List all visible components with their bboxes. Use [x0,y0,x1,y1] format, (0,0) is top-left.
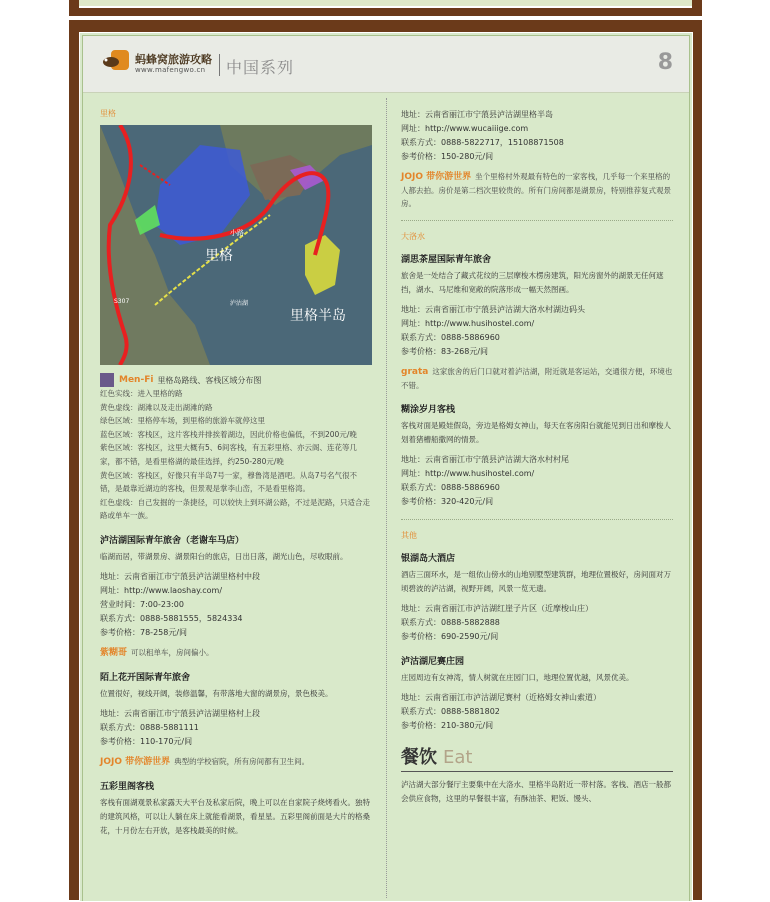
legend-line: 红色实线：进入里格的路 [100,389,183,398]
map-caption: 里格岛路线、客栈区域分布图 [157,375,262,385]
brand-url: www.mafengwo.cn [135,66,206,74]
info-price: 参考价格：320-420元/间 [401,497,494,506]
user-recommendation [401,365,673,392]
info-address: 地址：云南省丽江市泸沽湖红崖子片区（近摩梭山庄） [401,604,593,613]
lige-map [100,125,372,365]
info-contact: 联系方式：0888-5881555，5824334 [100,613,243,623]
rec-username[interactable]: JOJO 带你游世界 [401,172,472,182]
info-contact: 联系方式：0888-5886960 [401,483,500,492]
right-column [401,108,673,806]
info-website[interactable]: 网址：http://www.wucaiiige.com [401,124,529,133]
info-contact: 联系方式：0888-5881802 [401,707,500,716]
rec-text: 可以租单车，房间偏小。 [131,647,214,657]
column-divider [386,98,387,898]
map-label-lake: 泸沽湖 [230,300,249,307]
mafengwo-logo-icon [101,48,131,74]
map-legend-lines [100,387,372,523]
info-price: 参考价格：690-2590元/间 [401,632,499,641]
legend-line: 绿色区域：里格停车场，到里格的旅游车就停这里 [100,416,265,426]
user-recommendation [100,755,372,769]
user-recommendation [401,170,673,210]
hostel-desc-moshang: 位置很好，视线开阔，装修温馨，有带落地大窗的湖景房，景色极美。 [100,688,333,698]
section-tag-daluoshui: 大洛水 [401,232,425,241]
hotel-desc-yinhudao: 酒店三面环水，是一组依山傍水的山地别墅型建筑群，地理位置极好，房间面对万顷碧波的泸沽湖，视野开阔，风景一览无遗。 [401,570,671,593]
hostel-title-husi: 湖思茶屋国际青年旅舍 [401,255,492,265]
section-tag-lige: 里格 [100,109,116,118]
hostel-desc-hutu: 客栈对面是殿娃假岛，旁边是格姆女神山，每天在客房阳台就能见到日出和摩梭人划着猪槽船撒网的情景。 [401,421,671,444]
section-divider [401,220,673,221]
info-website[interactable]: 网址：http://www.husihostel.com/ [401,469,535,478]
rec-username[interactable]: grata [401,367,429,377]
hostel-desc-husi: 旅舍是一处结合了藏式花纹的三层摩梭木楞房建筑，阳光房窗外的湖景无任何遮挡，湖水、马尼维和宽敞的院落形成一幅天然图画。 [401,271,664,294]
legend-line: 紫色区域：客栈区，这里大概有5、6间客栈，有五彩里格、亦云阁、连花等几家，都不错，是看里格湖的最佳选择，约250-280元/晚 [100,443,358,466]
user-recommendation [100,646,372,660]
hostel-info-hutu [401,453,673,509]
hostel-info-laoshay [100,570,372,640]
header-divider [219,54,220,76]
brand-name: 蚂蜂窝旅游攻略 [135,53,212,66]
info-website[interactable]: 网址：http://www.husihostel.com/ [401,319,535,328]
info-website[interactable]: 网址：http://www.laoshay.com/ [100,585,223,595]
info-price: 参考价格：150-280元/间 [401,152,494,161]
map-label-path: 小路 [230,229,244,237]
info-address: 地址：云南省丽江市泸沽湖尼赛村（近格姆女神山索道） [401,693,601,702]
left-column [100,108,372,838]
hostel-title-laoshay: 泸沽湖国际青年旅舍（老谢车马店） [100,535,245,546]
info-price: 参考价格：83-268元/间 [401,347,489,356]
map-label-road: S307 [114,298,130,305]
info-hours: 营业时间：7:00-23:00 [100,599,184,609]
legend-line: 黄色区域：客栈区，好像只有半岛7号一家，穆鲁湾是酒吧。从岛7号名气很不错，是最靠近湖边的客栈，但景观是掌李山峦，不是看里格湾。 [100,470,358,494]
info-price: 参考价格：110-170元/间 [100,736,193,746]
info-address: 地址：云南省丽江市宁蒗县泸沽湖里格村中段 [100,571,260,581]
rec-text: 坐个里格村外观最有特色的一家客栈，几乎每一个来里格的人都去拍。房价是第二档次里较贵的。所有门房间都是湖景房，特别推荐复式观景房。 [401,172,671,208]
hostel-title-hutu: 糊涂岁月客栈 [401,405,456,415]
info-price: 参考价格：78-258元/间 [100,627,188,637]
info-contact: 联系方式：0888-5886960 [401,333,500,342]
page-header [83,36,689,93]
eat-title-zh: 餐饮 [401,747,437,768]
user-avatar [100,373,114,387]
info-contact: 联系方式：0888-5882888 [401,618,500,627]
hotel-title-yinhudao: 银湖岛大酒店 [401,554,456,564]
hostel-title-wucai: 五彩里阁客栈 [100,781,155,792]
info-address: 地址：云南省丽江市宁蒗县泸沽湖大洛水村湖边码头 [401,305,585,314]
hotel-info-yinhudao [401,602,673,644]
hostel-title-moshang: 陌上花开国际青年旅舍 [100,672,191,683]
info-contact: 联系方式：0888-5822717，15108871508 [401,138,564,147]
rec-username[interactable]: JOJO 带你游世界 [100,756,171,767]
map-author[interactable]: Men-Fi [119,375,154,385]
info-contact: 联系方式：0888-5881111 [100,722,199,732]
map-drawing [100,125,372,365]
eat-section-header [401,743,673,772]
map-label-lige: 里格 [205,248,233,264]
eat-desc: 泸沽湖大部分餐厅主要集中在大洛水、里格半岛附近一带村落。客栈、酒店一般都会供应食物，这里的早餐很丰富，有酥油茶、粑饭、馒头、 [401,780,671,803]
hotel-title-nisai: 泸沽湖尼赛庄园 [401,657,465,667]
rec-text: 这家旅舍的后门口就对着泸沽湖，附近就是客运站，交通很方便，环境也不错。 [401,367,673,390]
section-tag-other: 其他 [401,531,417,540]
hostel-info-moshang [100,707,372,749]
hotel-info-nisai [401,691,673,733]
hostel-info-husi [401,303,673,359]
page-number: 8 [657,50,673,75]
series-title: 中国系列 [226,58,295,77]
page-frame [69,20,702,900]
map-legend-header [100,373,372,387]
frame-top-bar [69,0,702,16]
info-address: 地址：云南省丽江市宁蒗县泸沽湖大洛水村村尾 [401,455,569,464]
rec-username[interactable]: 紫糊哥 [100,647,128,658]
guide-page [79,32,693,902]
hotel-desc-nisai: 庄园周边有女神湾，情人树就在庄园门口，地理位置优越，风景优美。 [401,673,634,682]
rec-text: 典型的学校宿院，所有房间都有卫生间。 [174,756,310,766]
legend-line: 黄色虚线：湖滩以及走出湖滩的路 [100,402,213,412]
legend-line: 蓝色区域：客栈区，这片客栈并排挨着湖边，因此价格也偏低，不到200元/晚 [100,429,357,439]
eat-title-en: Eat [443,747,473,768]
hostel-desc-wucai: 客栈有面湖观景私家露天大平台及私家后院，晚上可以在自家院子烧烤看火。独特的建筑风格，可以让人躺在床上就能看湖景，看星星。五彩里阁前面是大片的格桑花，十月份左右开放，是客栈最美的时候。 [100,797,370,835]
map-label-peninsula: 里格半岛 [290,308,346,324]
info-address: 地址：云南省丽江市宁蒗县泸沽湖里格半岛 [401,110,553,119]
info-address: 地址：云南省丽江市宁蒗县泸沽湖里格村上段 [100,708,260,718]
legend-line: 红色虚线：自己发掘的一条捷径，可以较快上到环湖公路，不过是泥路，只适合走路或单车一族。 [100,497,370,521]
hostel-info-wucai [401,108,673,164]
info-price: 参考价格：210-380元/间 [401,721,494,730]
section-divider [401,519,673,520]
hostel-desc-laoshay: 临湖而居，带湖景房、湖景阳台的旅店，日出日落，湖光山色，尽收眼前。 [100,551,348,561]
